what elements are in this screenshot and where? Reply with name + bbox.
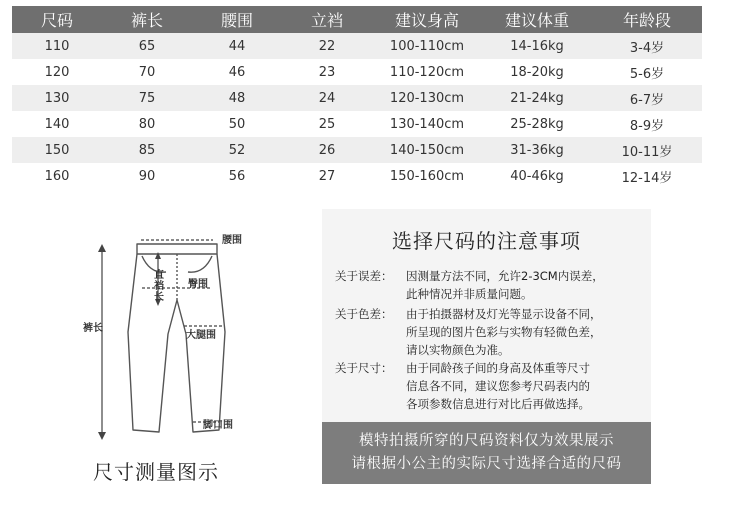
header-waist: 腰围 [192,6,282,33]
table-cell: 48 [192,85,282,111]
hip-label: 臀围 [188,279,208,290]
note-line: 此种情况并非质量问题。 [406,287,533,301]
header-weight: 建议体重 [482,6,592,33]
table-cell: 85 [102,137,192,163]
table-cell: 31-36kg [482,137,592,163]
table-row [12,137,702,163]
note-label: 关于色差： [335,307,393,321]
note-line: 因测量方法不同，允许2-3CM内误差， [406,269,604,283]
table-cell: 80 [102,111,192,137]
table-cell: 100-110cm [372,33,482,59]
table-cell: 140 [12,111,102,137]
table-cell: 65 [102,33,192,59]
table-cell: 150-160cm [372,163,482,189]
table-cell: 140-150cm [372,137,482,163]
note-line: 各项参数信息进行对比后再做选择。 [406,397,590,411]
table-cell: 110 [12,33,102,59]
banner-line: 模特拍摄所穿的尺码资料仅为效果展示 [359,433,614,449]
header-pants-length: 裤长 [102,6,192,33]
length-label: 裤长 [83,323,103,334]
pants-outline [128,254,225,432]
table-cell: 12-14岁 [592,163,702,189]
note-text [406,267,646,303]
table-cell: 25 [282,111,372,137]
thigh-label: 大腿围 [186,330,216,341]
header-size: 尺码 [12,6,102,33]
table-cell: 26 [282,137,372,163]
table-cell: 6-7岁 [592,85,702,111]
table-cell: 14-16kg [482,33,592,59]
table-cell: 110-120cm [372,59,482,85]
table-cell: 52 [192,137,282,163]
note-label: 关于误差： [335,269,393,283]
table-cell: 5-6岁 [592,59,702,85]
note-line: 信息各不同，建议您参考尺码表内的 [406,379,590,393]
rise-label: 直裆长 [154,270,164,303]
table-cell: 40-46kg [482,163,592,189]
table-cell: 22 [282,33,372,59]
note-text [406,359,646,413]
table-cell: 3-4岁 [592,33,702,59]
table-row [12,33,702,59]
table-cell: 18-20kg [482,59,592,85]
rise-arrow-top [155,252,161,259]
table-header-row [12,6,702,33]
pocket-right [188,256,212,272]
waist-label: 腰围 [222,235,242,246]
notes-banner [322,422,651,484]
table-cell: 25-28kg [482,111,592,137]
table-cell: 44 [192,33,282,59]
table-cell: 160 [12,163,102,189]
diagram-caption: 尺寸测量图示 [93,460,219,484]
table-cell: 70 [102,59,192,85]
table-row [12,111,702,137]
note-line: 请以实物颜色为准。 [406,343,510,357]
notes-title: 选择尺码的注意事项 [392,229,581,253]
note-line: 由于同龄孩子间的身高及体重等尺寸 [406,361,590,375]
table-cell: 90 [102,163,192,189]
banner-line: 请根据小公主的实际尺寸选择合适的尺码 [351,456,622,472]
length-arrow-bottom [98,432,106,440]
table-cell: 120 [12,59,102,85]
note-line: 所呈现的图片色彩与实物有轻微色差， [406,325,602,339]
header-height: 建议身高 [372,6,482,33]
table-cell: 130-140cm [372,111,482,137]
table-cell: 46 [192,59,282,85]
header-age: 年龄段 [592,6,702,33]
table-cell: 120-130cm [372,85,482,111]
table-cell: 8-9岁 [592,111,702,137]
table-row [12,59,702,85]
table-cell: 27 [282,163,372,189]
note-label: 关于尺寸： [335,361,393,375]
leg-opening-label: 脚口围 [203,420,233,431]
table-cell: 10-11岁 [592,137,702,163]
table-row [12,163,702,189]
table-cell: 23 [282,59,372,85]
length-arrow-top [98,244,106,252]
table-cell: 24 [282,85,372,111]
table-cell: 130 [12,85,102,111]
note-text [406,305,646,359]
table-cell: 50 [192,111,282,137]
note-line: 由于拍摄器材及灯光等显示设备不同， [406,307,602,321]
table-row [12,85,702,111]
pants-outline-illustration [80,222,280,452]
table-cell: 150 [12,137,102,163]
size-notes-panel [322,209,651,484]
table-cell: 56 [192,163,282,189]
table-cell: 21-24kg [482,85,592,111]
header-rise: 立裆 [282,6,372,33]
measurement-diagram [80,222,280,452]
table-cell: 75 [102,85,192,111]
size-chart-table [12,6,702,189]
waistband-shape [137,244,217,254]
